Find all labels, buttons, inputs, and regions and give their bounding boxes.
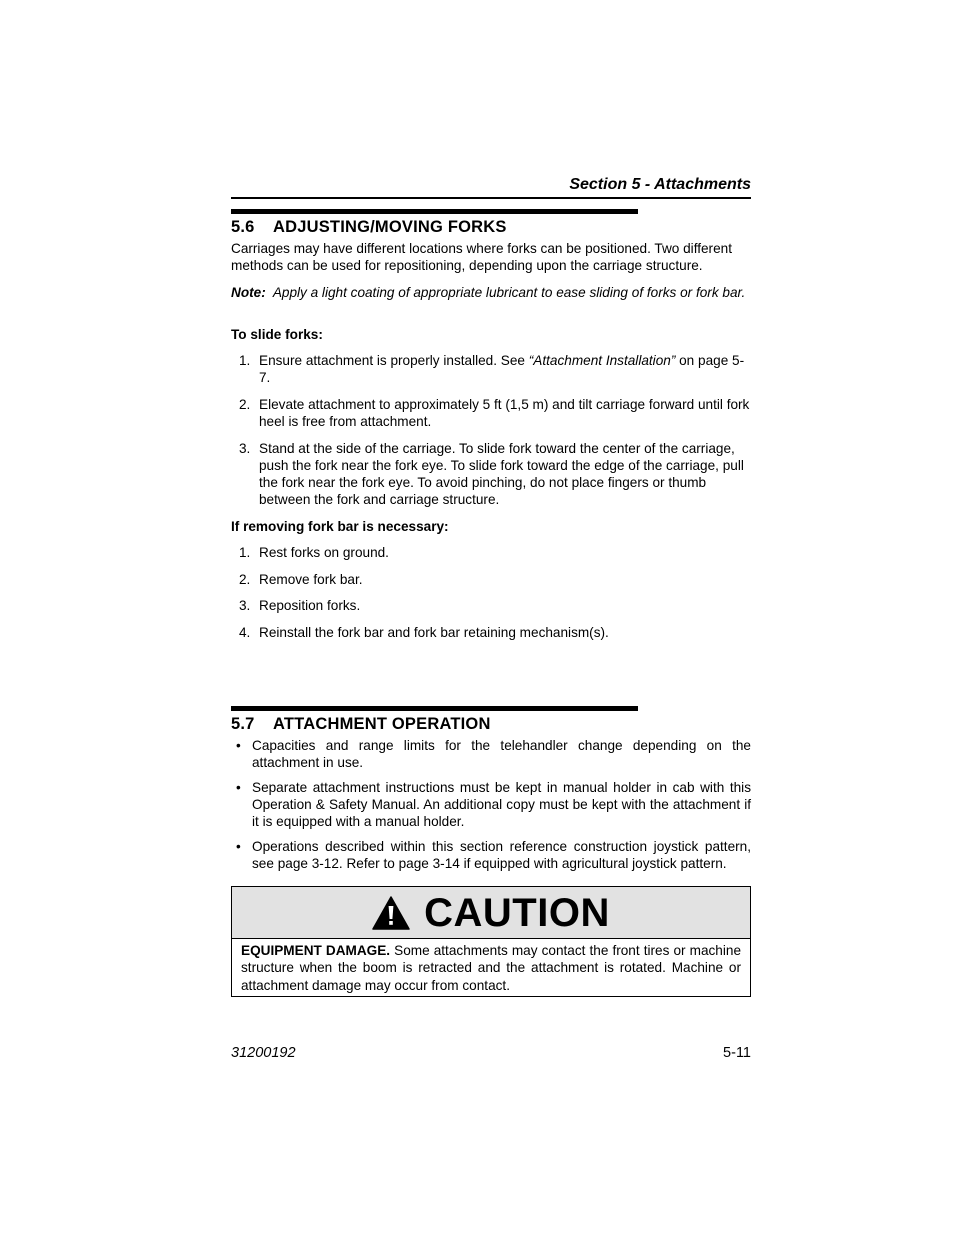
heading-rule	[231, 706, 638, 711]
section-5-6-heading	[231, 209, 638, 237]
caution-word: CAUTION	[424, 890, 610, 935]
list-item	[231, 571, 751, 588]
document-number: 31200192	[231, 1045, 296, 1061]
list-item	[231, 396, 751, 430]
bullet-dot: •	[236, 780, 241, 795]
page-number: 5-11	[723, 1045, 751, 1061]
section-header: Section 5 - Attachments	[231, 176, 751, 199]
bullet-text: Operations described within this section reference construction joystick pattern, see page 3-12. Refer to page 3-14 if equipped with agricultural joystick pattern.	[252, 839, 751, 871]
note-label: Note:	[231, 285, 266, 300]
lubricant-note	[231, 284, 751, 301]
slide-forks-heading: To slide forks:	[231, 327, 323, 342]
list-item	[231, 544, 751, 561]
step-number: 1.	[239, 353, 251, 368]
heading-title	[231, 218, 638, 237]
warning-triangle-icon	[372, 896, 410, 930]
step-number: 2.	[239, 397, 251, 412]
remove-steps-list	[231, 544, 751, 641]
caution-header	[232, 887, 750, 939]
step-text: Reinstall the fork bar and fork bar retaining mechanism(s).	[259, 624, 609, 640]
bullet-dot: •	[236, 839, 241, 854]
heading-rule	[231, 209, 638, 214]
caution-box	[231, 886, 751, 997]
step-text-end: on page 5-7.	[259, 353, 745, 385]
caution-label: EQUIPMENT DAMAGE.	[241, 943, 391, 958]
step-number: 2.	[239, 571, 251, 587]
heading-label: ATTACHMENT OPERATION	[273, 715, 491, 733]
cross-reference-link[interactable]: “Attachment Installation”	[528, 353, 676, 368]
bullet-text: Separate attachment instructions must be kept in manual holder in cab with this Operation & Safety Manual. An additional copy must be kept with the attachment if it is equipped with a manual holder.	[252, 780, 751, 829]
bullet-dot: •	[236, 738, 241, 753]
remove-fork-bar-heading: If removing fork bar is necessary:	[231, 519, 449, 534]
step-text: Elevate attachment to approximately 5 ft (1,5 m) and tilt carriage forward until fork heel is free from attachment.	[259, 397, 750, 429]
section-5-6-intro: Carriages may have different locations where forks can be positioned. Two different methods can be used for repositioning, depending upon the carriage structure.	[231, 241, 732, 273]
step-number: 3.	[239, 441, 251, 456]
list-item	[231, 779, 751, 830]
heading-title	[231, 715, 638, 734]
step-number: 1.	[239, 545, 251, 560]
list-item	[231, 838, 751, 872]
list-item	[231, 440, 751, 508]
step-number: 3.	[239, 598, 251, 613]
step-text: Ensure attachment is properly installed. See	[259, 353, 529, 368]
list-item	[231, 737, 751, 771]
heading-number: 5.6	[231, 218, 255, 236]
note-text: Apply a light coating of appropriate lubricant to ease sliding of forks or fork bar.	[272, 285, 746, 300]
bullet-text: Capacities and range limits for the telehandler change depending on the attachment in use.	[252, 738, 751, 770]
section-5-7-bullets	[231, 737, 751, 872]
list-item	[231, 597, 751, 614]
heading-label: ADJUSTING/MOVING FORKS	[273, 218, 507, 236]
step-text: Rest forks on ground.	[259, 545, 389, 560]
section-5-7-heading	[231, 706, 638, 734]
step-number: 4.	[239, 624, 251, 640]
heading-number: 5.7	[231, 715, 255, 733]
list-item	[231, 352, 751, 386]
caution-text: Some attachments may contact the front tires or machine structure when the boom is retracted and the attachment is rotated. Machine or attachment damage may occur from contact.	[241, 943, 742, 993]
caution-message	[232, 939, 750, 994]
step-text: Stand at the side of the carriage. To slide fork toward the center of the carriage, push the fork near the fork eye. To slide fork toward the edge of the carriage, pull the fork near the fork eye. To avoid pinching, do not place fingers or thumb between the fork and carriage structure.	[259, 441, 744, 507]
step-text: Remove fork bar.	[259, 571, 363, 587]
slide-steps-list	[231, 352, 751, 508]
step-text: Reposition forks.	[259, 598, 361, 613]
list-item	[231, 624, 751, 641]
